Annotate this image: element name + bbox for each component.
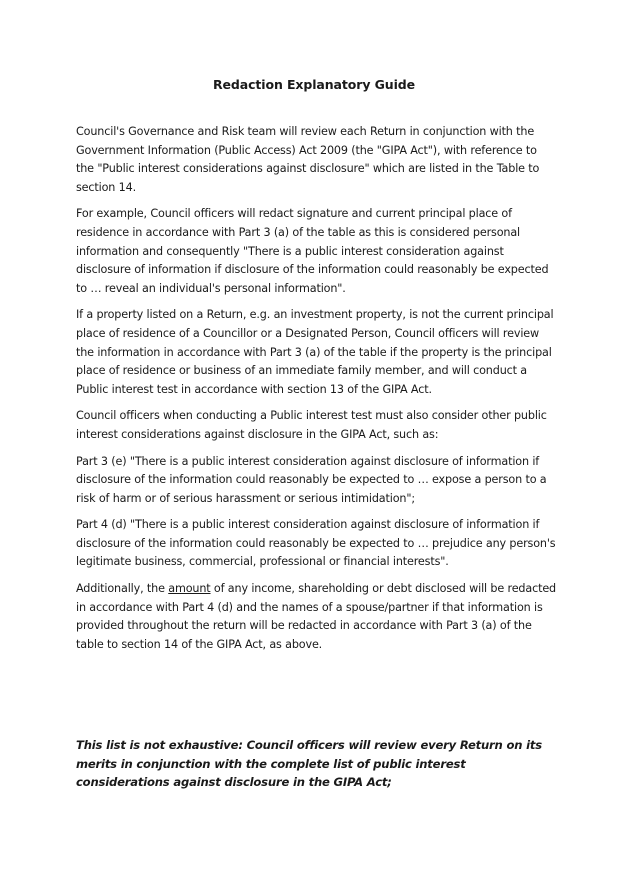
text-segment: Additionally, the — [76, 582, 169, 596]
document-title: Redaction Explanatory Guide — [213, 77, 415, 92]
paragraph-example-redaction: For example, Council officers will redact signature and current principal place of residence in accordance with Part 3 (a) of the table as this is considered personal information and consequently "There is a public interest consideration against disclosure of information if disclosure of the information could reasonably be expected to … reveal an individual's personal information". — [76, 207, 549, 295]
paragraph-property-review: If a property listed on a Return, e.g. an investment property, is not the current principal place of residence of a Councillor or a Designated Person, Council officers will review the information in accordance with Part 3 (a) of the table if the property is the principal place of residence or business of an immediate family member, and will conduct a Public interest test in accordance with section 13 of the GIPA Act. — [76, 308, 554, 396]
paragraph-other-considerations: Council officers when conducting a Public interest test must also consider other public interest considerations against disclosure in the GIPA Act, such as: — [76, 409, 547, 441]
document-body — [76, 123, 556, 662]
paragraph-part-4d: Part 4 (d) "There is a public interest consideration against disclosure of information if disclosure of the information could reasonably be expected to … prejudice any person's legitimate business, commercial, professional or financial interests". — [76, 518, 556, 569]
paragraph-part-3e: Part 3 (e) "There is a public interest consideration against disclosure of information if disclosure of the information could reasonably be expected to … expose a person to a risk of harm or of serious harassment or serious intimidation"; — [76, 454, 547, 505]
paragraph-additional-redaction — [76, 580, 556, 654]
underlined-term: amount — [168, 582, 211, 596]
text-segment: of any income, shareholding or debt disclosed will be redacted in accordance with Part 4 (d) and the names of a spouse/partner if that information is provided throughout the return will be redacted in accordance with Part 3 (a) of the table to section 14 of the GIPA Act, as above. — [76, 582, 557, 651]
exhaustive-note: This list is not exhaustive: Council officers will review every Return on its merits in conjunction with the complete list of public interest considerations against disclosure in the GIPA Act; — [76, 738, 542, 790]
paragraph-review-process: Council's Governance and Risk team will review each Return in conjunction with the Government Information (Public Access) Act 2009 (the "GIPA Act"), with reference to the "Public interest considerations against disclosure" which are listed in the Table to section 14. — [76, 125, 540, 194]
